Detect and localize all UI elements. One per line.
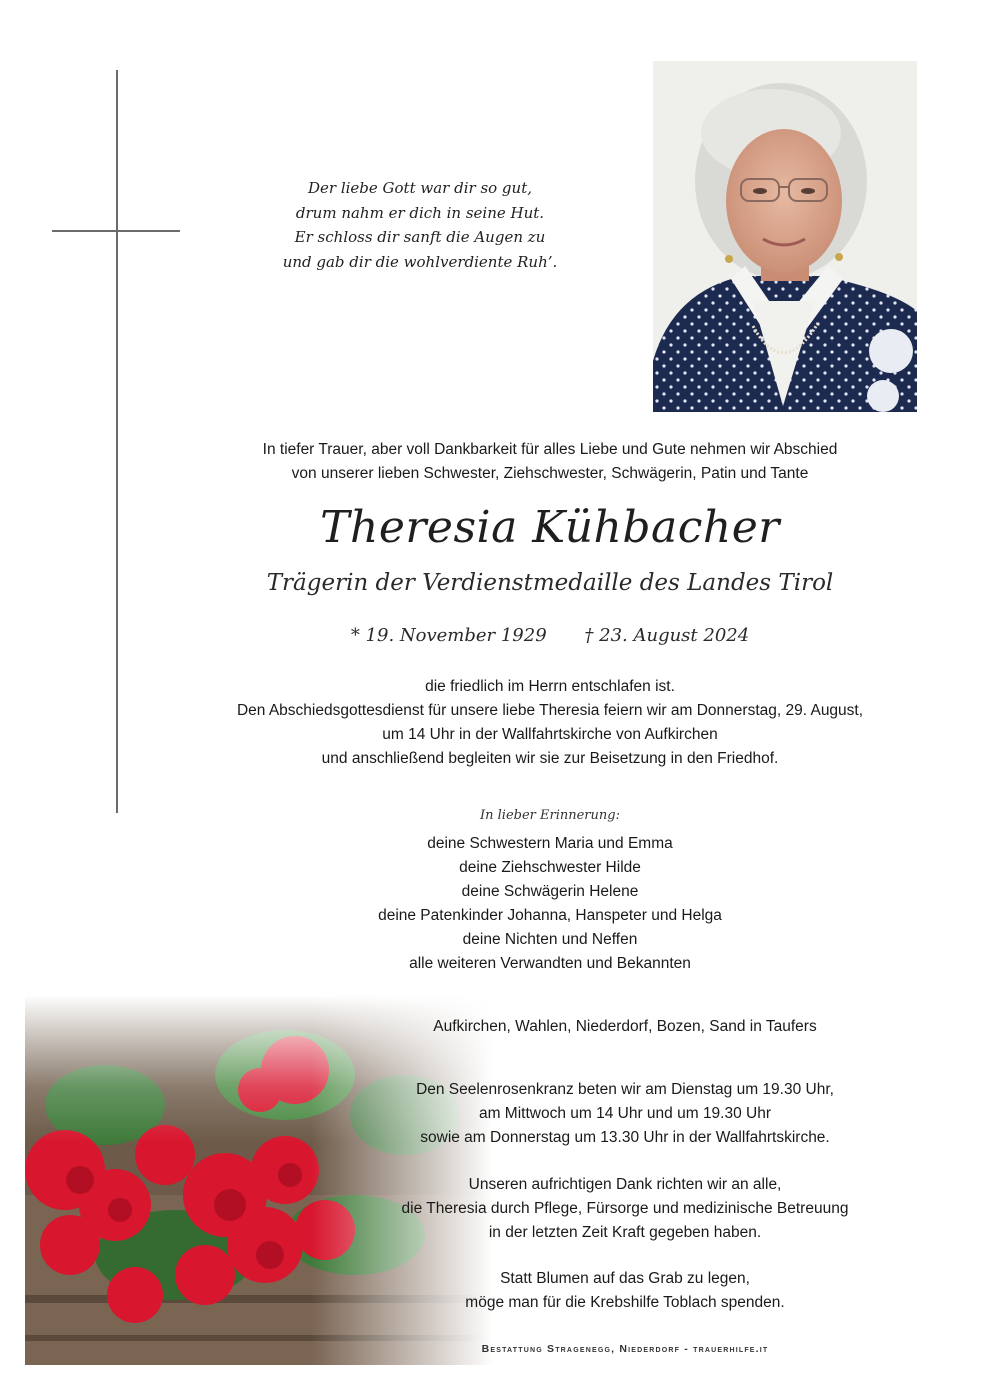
mourners-list bbox=[120, 832, 980, 976]
mourner-item: alle weiteren Verwandten und Bekannten bbox=[409, 955, 691, 972]
service-line: und anschließend begleiten wir sie zur Beisetzung in den Friedhof. bbox=[321, 750, 779, 767]
intro-line: In tiefer Trauer, aber voll Dankbarkeit für alles Liebe und Gute nehmen wir Abschied bbox=[262, 441, 838, 458]
places-line: Aufkirchen, Wahlen, Niederdorf, Bozen, Sand in Taufers bbox=[433, 1018, 817, 1035]
poem-line: drum nahm er dich in seine Hut. bbox=[295, 203, 545, 222]
intro-text bbox=[120, 438, 980, 485]
honor-line: Trägerin der Verdienstmedaille des Landes Tirol bbox=[266, 570, 834, 596]
mourner-item: deine Ziehschwester Hilde bbox=[459, 859, 641, 876]
portrait-photo bbox=[653, 61, 917, 412]
thanks-line: in der letzten Zeit Kraft gegeben haben. bbox=[488, 1224, 762, 1241]
funeral-home-footer: Bestattung Stragenegg, Niederdorf - trauerhilfe.it bbox=[481, 1343, 769, 1355]
service-line: die friedlich im Herrn entschlafen ist. bbox=[425, 678, 675, 695]
mourner-item: deine Patenkinder Johanna, Hanspeter und Helga bbox=[378, 907, 722, 924]
thanks-line: Unseren aufrichtigen Dank richten wir an alle, bbox=[468, 1176, 782, 1193]
life-dates bbox=[120, 622, 980, 650]
poem-line: Er schloss dir sanft die Augen zu bbox=[294, 228, 546, 246]
rosary-line: Den Seelenrosenkranz beten wir am Dienstag um 19.30 Uhr, bbox=[416, 1081, 834, 1098]
cross-horizontal-bar bbox=[52, 230, 180, 232]
rosary-line: am Mittwoch um 14 Uhr und um 19.30 Uhr bbox=[478, 1105, 772, 1122]
mourner-item: deine Nichten und Neffen bbox=[462, 931, 638, 948]
intro-line: von unserer lieben Schwester, Ziehschwester, Schwägerin, Patin und Tante bbox=[291, 464, 809, 482]
poem bbox=[230, 176, 610, 274]
service-text bbox=[120, 675, 980, 771]
poem-line: Der liebe Gott war dir so gut, bbox=[307, 179, 532, 197]
thanks-text bbox=[300, 1173, 950, 1245]
rosary-text bbox=[300, 1078, 950, 1150]
donation-line: möge man für die Krebshilfe Toblach spenden. bbox=[465, 1294, 785, 1311]
mourner-item: deine Schwägerin Helene bbox=[461, 883, 639, 900]
mourner-item: deine Schwestern Maria und Emma bbox=[427, 835, 673, 852]
donation-line: Statt Blumen auf das Grab zu legen, bbox=[500, 1270, 750, 1287]
death-date: † 23. August 2024 bbox=[584, 625, 750, 646]
donation-text bbox=[300, 1267, 950, 1315]
rosary-line: sowie am Donnerstag um 13.30 Uhr in der Wallfahrtskirche. bbox=[420, 1129, 830, 1146]
memory-label: In lieber Erinnerung: bbox=[480, 808, 620, 823]
service-line: um 14 Uhr in der Wallfahrtskirche von Aufkirchen bbox=[382, 726, 718, 743]
service-line: Den Abschiedsgottesdienst für unsere liebe Theresia feiern wir am Donnerstag, 29. August, bbox=[236, 702, 864, 719]
birth-date: * 19. November 1929 bbox=[350, 625, 547, 646]
cross-vertical-bar bbox=[116, 70, 118, 813]
thanks-line: die Theresia durch Pflege, Fürsorge und medizinische Betreuung bbox=[401, 1200, 849, 1217]
deceased-name: Theresia Kühbacher bbox=[320, 502, 780, 553]
poem-line: und gab dir die wohlverdiente Ruh’. bbox=[282, 252, 558, 271]
